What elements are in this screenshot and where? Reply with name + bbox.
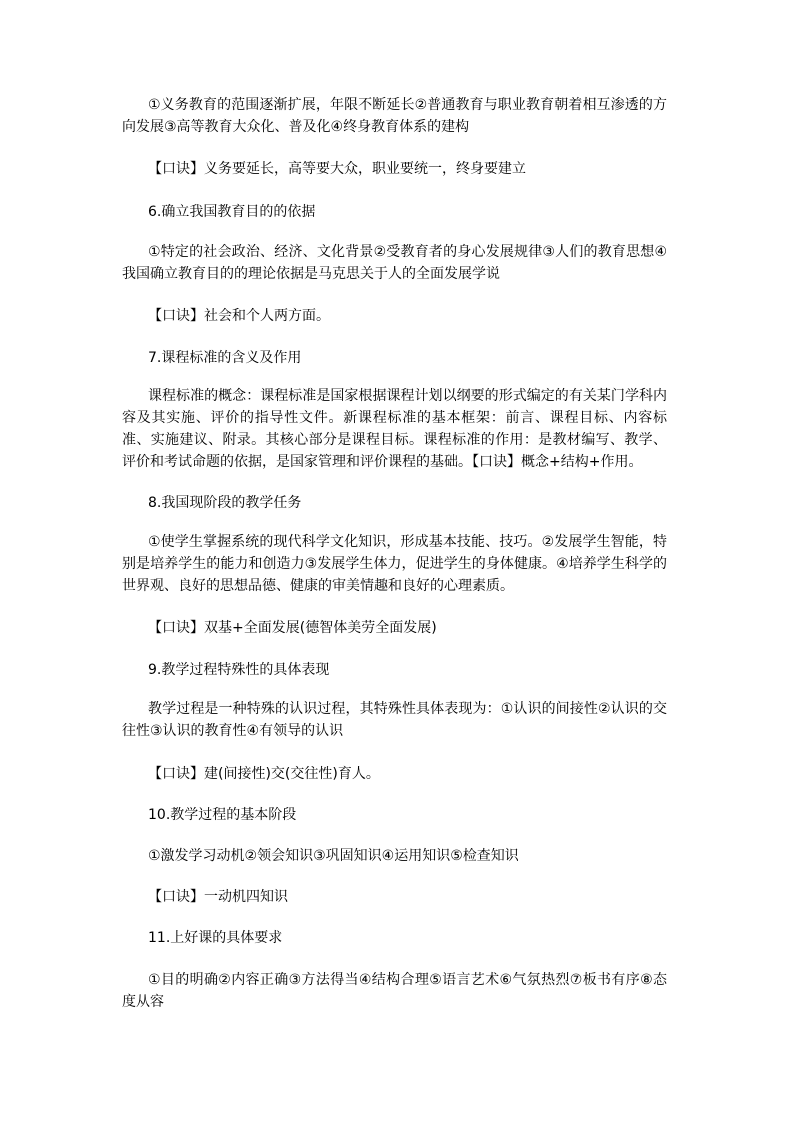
heading-teaching-process-features: 9.教学过程特殊性的具体表现: [148, 662, 330, 678]
paragraph-good-lesson-requirements: ①目的明确②内容正确③方法得当④结构合理⑤语言艺术⑥气氛热烈⑦板书有序⑧态度从容: [122, 972, 667, 1010]
mnemonic-teaching-process-features: 【口诀】建(间接性)交(交往性)育人。: [148, 766, 380, 782]
mnemonic-education-aim-basis: 【口诀】社会和个人两方面。: [148, 308, 330, 324]
mnemonic-teaching-tasks: 【口诀】双基+全面发展(德智体美劳全面发展): [148, 620, 437, 636]
heading-education-aim-basis: 6.确立我国教育目的的依据: [148, 204, 316, 220]
heading-teaching-process-stages: 10.教学过程的基本阶段: [148, 807, 297, 823]
paragraph-education-aim-basis: ①特定的社会政治、经济、文化背景②受教育者的身心发展规律③人们的教育思想④我国确立教育目的的理论依据是马克思关于人的全面发展学说: [122, 244, 667, 282]
heading-teaching-tasks: 8.我国现阶段的教学任务: [148, 495, 302, 511]
mnemonic-education-trends: 【口诀】义务要延长，高等要大众，职业要统一，终身要建立: [148, 161, 526, 177]
paragraph-teaching-tasks: ①使学生掌握系统的现代科学文化知识，形成基本技能、技巧。②发展学生智能，特别是培养学生的能力和创造力③发展学生体力，促进学生的身体健康。④培养学生科学的世界观、良好的思想品德、健康的审美情趣和良好的心理素质。: [122, 534, 667, 594]
paragraph-education-trends: ①义务教育的范围逐渐扩展，年限不断延长②普通教育与职业教育朝着相互渗透的方向发展③高等教育大众化、普及化④终身教育体系的建构: [122, 97, 667, 135]
heading-curriculum-standard: 7.课程标准的含义及作用: [148, 350, 302, 366]
paragraph-teaching-process-features: 教学过程是一种特殊的认识过程，其特殊性具体表现为：①认识的间接性②认识的交往性③认识的教育性④有领导的认识: [122, 701, 667, 739]
paragraph-curriculum-standard: 课程标准的概念：课程标准是国家根据课程计划以纲要的形式编定的有关某门学科内容及其实施、评价的指导性文件。新课程标准的基本框架：前言、课程目标、内容标准、实施建议、附录。其核心部分是课程目标。课程标准的作用：是教材编写、教学、评价和考试命题的依据，是国家管理和评价课程的基础。【口诀】概念+结构+作用。: [122, 388, 667, 470]
heading-good-lesson-requirements: 11.上好课的具体要求: [148, 930, 283, 946]
paragraph-teaching-process-stages: ①激发学习动机②领会知识③巩固知识④运用知识⑤检查知识: [148, 848, 519, 864]
mnemonic-teaching-process-stages: 【口诀】一动机四知识: [148, 889, 288, 905]
